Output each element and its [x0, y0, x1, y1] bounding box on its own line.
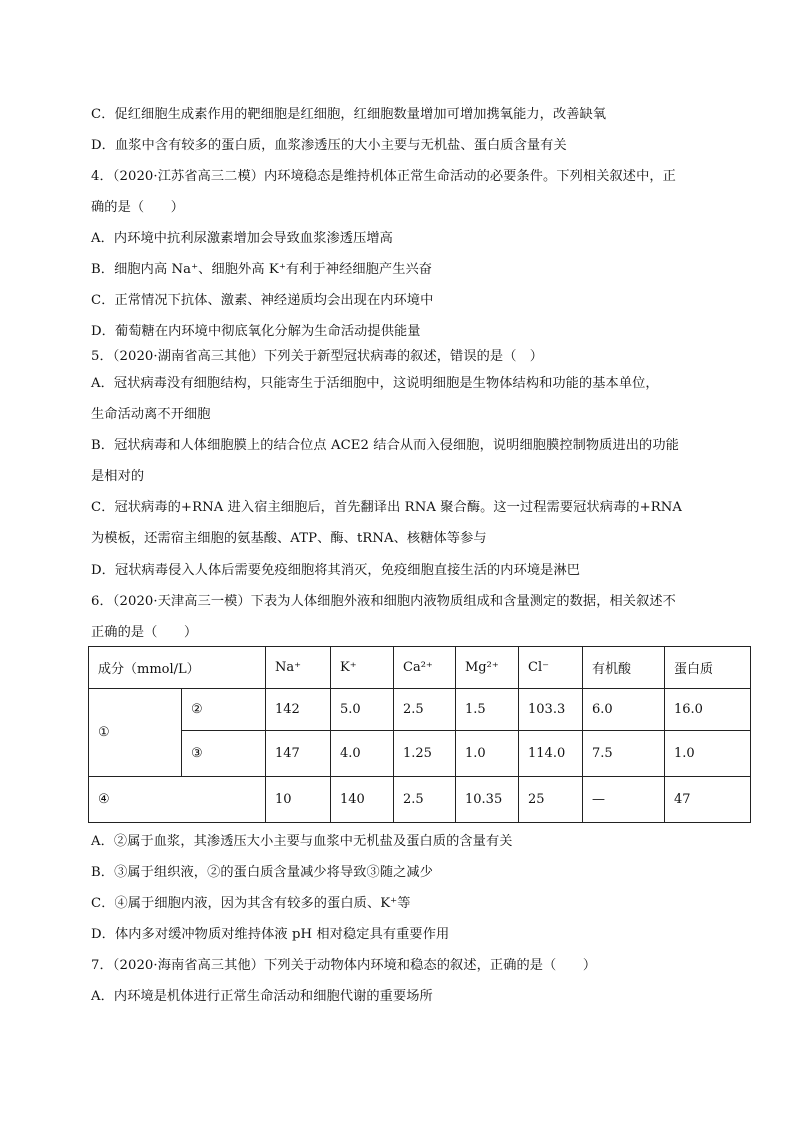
table-row-label: ④ — [89, 777, 266, 823]
composition-table — [88, 646, 751, 823]
q6-option-a: A．②属于血浆，其渗透压大小主要与血浆中无机盐及蛋白质的含量有关 — [91, 834, 513, 849]
table-cell: 2.5 — [394, 777, 456, 823]
table-row-label: ② — [182, 689, 266, 731]
table-cell: 47 — [665, 777, 751, 823]
table-header-cell: 有机酸 — [583, 647, 665, 689]
q4-stem-line-1: 4．（2020·江苏省高三二模）内环境稳态是维持机体正常生命活动的必要条件。下列相关叙述中，正 — [91, 169, 676, 184]
table-cell: 25 — [519, 777, 583, 823]
table-cell: 140 — [331, 777, 394, 823]
table-cell: 16.0 — [665, 689, 751, 731]
table-cell: 5.0 — [331, 689, 394, 731]
table-header-cell: K⁺ — [331, 647, 394, 689]
q5-option-b-line-1: B．冠状病毒和人体细胞膜上的结合位点 ACE2 结合从而入侵细胞，说明细胞膜控制物质进出的功能 — [91, 438, 679, 453]
q7-stem: 7．（2020·海南省高三其他）下列关于动物体内环境和稳态的叙述，正确的是（ ） — [91, 958, 597, 973]
table-header-cell: Na⁺ — [266, 647, 331, 689]
q4-stem-line-2: 确的是（ ） — [91, 200, 185, 215]
table-row — [89, 689, 751, 731]
table-cell: 2.5 — [394, 689, 456, 731]
q6-stem-line-2: 正确的是（ ） — [91, 625, 198, 640]
q5-option-a-line-2: 生命活动离不开细胞 — [91, 407, 211, 422]
table-cell: 142 — [266, 689, 331, 731]
table-header-cell: Cl⁻ — [519, 647, 583, 689]
q6-option-c: C．④属于细胞内液，因为其含有较多的蛋白质、K⁺等 — [91, 896, 411, 911]
q6-stem-line-1: 6．（2020·天津高三一模）下表为人体细胞外液和细胞内液物质组成和含量测定的数据，相关叙述不 — [91, 594, 676, 609]
table-cell: 4.0 — [331, 731, 394, 777]
table-header-cell: 蛋白质 — [665, 647, 751, 689]
table-cell: 10.35 — [456, 777, 519, 823]
q6-option-b: B．③属于组织液，②的蛋白质含量减少将导致③随之减少 — [91, 865, 433, 880]
table-header-cell: Mg²⁺ — [456, 647, 519, 689]
table-header-row — [89, 647, 751, 689]
q4-option-d: D．葡萄糖在内环境中彻底氧化分解为生命活动提供能量 — [91, 324, 421, 339]
q3-option-d: D．血浆中含有较多的蛋白质，血浆渗透压的大小主要与无机盐、蛋白质含量有关 — [91, 138, 567, 153]
table-header-label: 成分（mmol/L） — [89, 647, 266, 689]
table-cell: 1.5 — [456, 689, 519, 731]
q6-option-d: D．体内多对缓冲物质对维持体液 pH 相对稳定具有重要作用 — [91, 927, 450, 942]
table-cell: 6.0 — [583, 689, 665, 731]
table-cell: 1.0 — [665, 731, 751, 777]
table-cell: 1.0 — [456, 731, 519, 777]
table-cell: 10 — [266, 777, 331, 823]
table-cell: 147 — [266, 731, 331, 777]
table-cell: 7.5 — [583, 731, 665, 777]
q3-option-c: C．促红细胞生成素作用的靶细胞是红细胞，红细胞数量增加可增加携氧能力，改善缺氧 — [91, 107, 607, 122]
q5-option-b-line-2: 是相对的 — [91, 469, 145, 484]
q5-option-c-line-2: 为模板，还需宿主细胞的氨基酸、ATP、酶、tRNA、核糖体等参与 — [91, 531, 487, 546]
q7-option-a: A．内环境是机体进行正常生命活动和细胞代谢的重要场所 — [91, 989, 433, 1004]
table-row — [89, 731, 751, 777]
q4-option-b: B．细胞内高 Na⁺、细胞外高 K⁺有利于神经细胞产生兴奋 — [91, 262, 433, 277]
table-row-label: ③ — [182, 731, 266, 777]
table-row — [89, 777, 751, 823]
q5-option-a-line-1: A．冠状病毒没有细胞结构，只能寄生于活细胞中，这说明细胞是生物体结构和功能的基本单位， — [91, 376, 659, 391]
table-cell: 1.25 — [394, 731, 456, 777]
table-cell: 103.3 — [519, 689, 583, 731]
table-cell: — — [583, 777, 665, 823]
q5-option-c-line-1: C．冠状病毒的+RNA 进入宿主细胞后，首先翻译出 RNA 聚合酶。这一过程需要冠状病毒的+RNA — [91, 500, 683, 515]
table-cell: 114.0 — [519, 731, 583, 777]
table-group-label: ① — [89, 689, 182, 777]
q4-option-a: A．内环境中抗利尿激素增加会导致血浆渗透压增高 — [91, 231, 393, 246]
q5-stem: 5．（2020·湖南省高三其他）下列关于新型冠状病毒的叙述，错误的是（ ） — [91, 349, 544, 364]
q4-option-c: C．正常情况下抗体、激素、神经递质均会出现在内环境中 — [91, 293, 434, 308]
q5-option-d: D．冠状病毒侵入人体后需要免疫细胞将其消灭，免疫细胞直接生活的内环境是淋巴 — [91, 563, 581, 578]
table-header-cell: Ca²⁺ — [394, 647, 456, 689]
